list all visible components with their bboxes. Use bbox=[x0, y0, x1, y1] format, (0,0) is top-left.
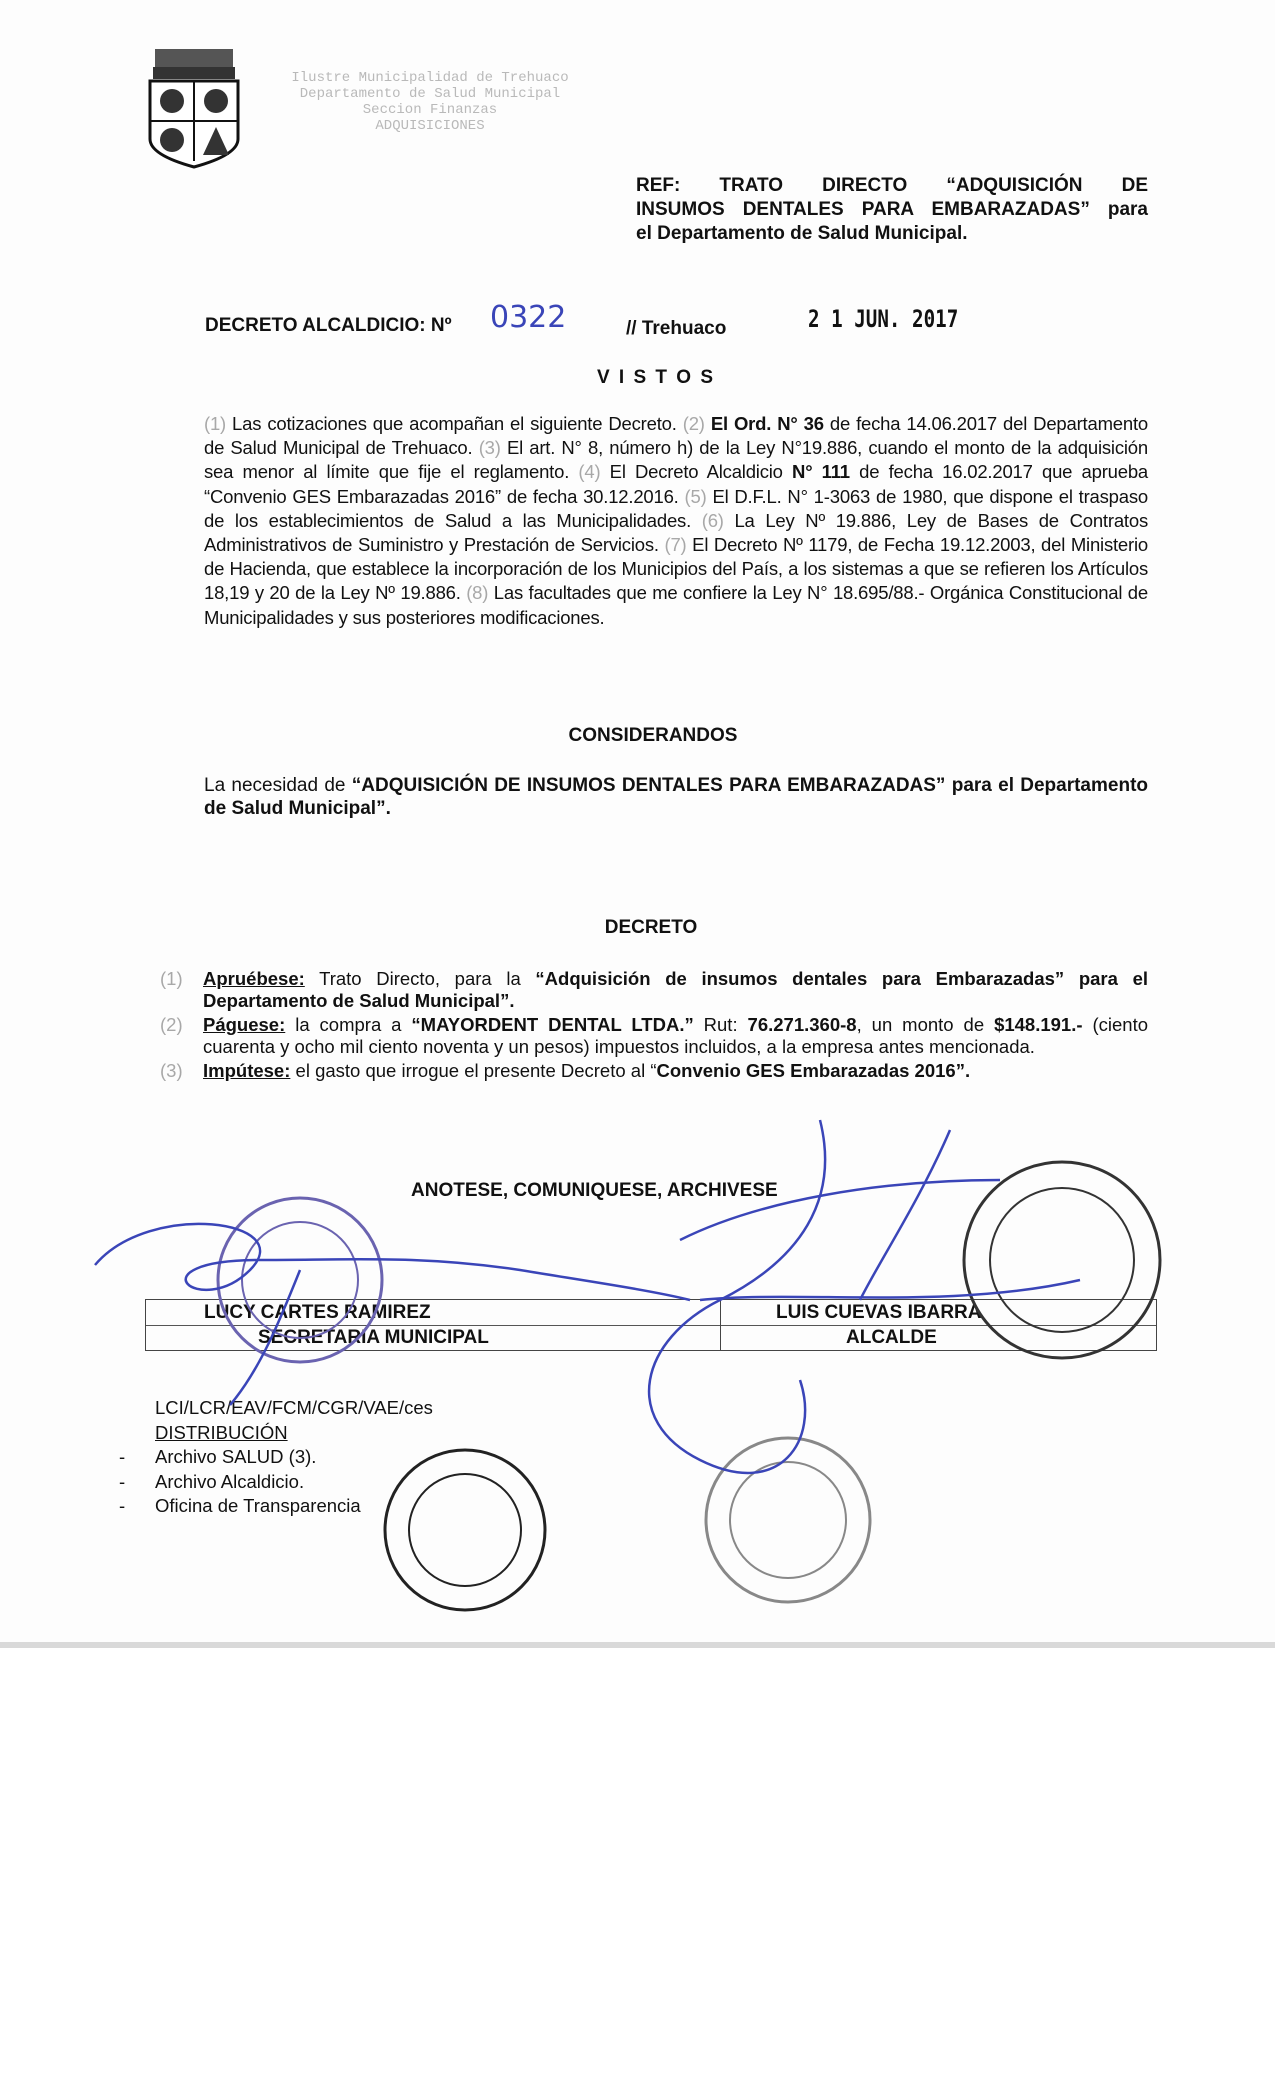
vistos-paragraph bbox=[204, 412, 1148, 630]
closing-formula: ANOTESE, COMUNIQUESE, ARCHIVESE bbox=[411, 1180, 778, 1201]
text: “ADQUISICIÓN DE INSUMOS DENTALES PARA EMBARAZADAS” para el Departamento de Salud Municipal”. bbox=[204, 775, 1149, 819]
text: la compra a bbox=[285, 1014, 412, 1035]
decree-item bbox=[160, 1060, 1148, 1082]
considerandos-heading: CONSIDERANDOS bbox=[568, 725, 738, 746]
ref-number: (6) bbox=[701, 509, 724, 531]
item-head: Páguese: bbox=[203, 1014, 286, 1035]
text: (ciento cuarenta y ocho mil ciento noventa y un pesos) impuestos incluidos, a la empresa antes mencionada. bbox=[203, 1014, 1148, 1057]
text: Las cotizaciones que acompañan el siguiente Decreto. bbox=[226, 413, 683, 434]
text: Trato Directo, para la bbox=[304, 968, 536, 989]
date-stamp: 2 1 JUN. 2017 bbox=[808, 305, 959, 333]
item-number: (3) bbox=[160, 1060, 183, 1081]
text: “MAYORDENT DENTAL LTDA.” bbox=[411, 1014, 694, 1035]
letterhead-line: Ilustre Municipalidad de Trehuaco bbox=[291, 70, 569, 86]
distribution-item: - Archivo Alcaldicio. bbox=[155, 1470, 433, 1495]
distribution-block bbox=[155, 1396, 433, 1519]
vistos-heading: V I S T O S bbox=[596, 367, 716, 388]
text: Las facultades que me confiere la Ley N° 18.695/88.- Orgánica Constitucional de Municipalidades y sus posteriores modificaciones. bbox=[204, 582, 1148, 628]
mayor-name: LUIS CUEVAS IBARRA bbox=[776, 1302, 982, 1323]
text: “Adquisición de insumos dentales para Embarazadas” para el Departamento de Salud Municipal”. bbox=[203, 968, 1148, 1011]
text: El art. N° 8, número h) de la Ley N°19.886, cuando el monto de la adquisición sea menor al límite que fije el reglamento. bbox=[204, 437, 1148, 483]
control-stamp bbox=[706, 1438, 870, 1602]
ref-number: (2) bbox=[682, 413, 705, 434]
secretary-name: LUCY CARTES RAMIREZ bbox=[204, 1302, 431, 1323]
decree-number-handwritten: 0322 bbox=[490, 300, 567, 335]
text: , un monto de bbox=[856, 1014, 995, 1035]
item-number: (1) bbox=[160, 968, 183, 989]
text: Convenio GES Embarazadas 2016”. bbox=[656, 1060, 971, 1081]
item-head: Apruébese: bbox=[203, 968, 305, 989]
text: N° 111 bbox=[792, 461, 850, 483]
text: de fecha 14.06.2017 del Departamento de Salud Municipal de Trehuaco. bbox=[204, 413, 1148, 459]
text: Rut: bbox=[693, 1014, 748, 1035]
ref-line: REF: TRATO DIRECTO “ADQUISICIÓN DE bbox=[636, 175, 1148, 196]
ref-number: (5) bbox=[684, 485, 707, 507]
decree-city: // Trehuaco bbox=[626, 318, 727, 339]
ref-number: (4) bbox=[578, 461, 601, 483]
decree-item bbox=[160, 968, 1148, 1012]
ref-number: (1) bbox=[204, 413, 227, 434]
text: 76.271.360-8 bbox=[747, 1014, 857, 1035]
text: La necesidad de bbox=[204, 775, 352, 796]
text: El D.F.L. N° 1-3063 de 1980, que dispone el traspaso de los establecimientos de Salud a las Municipalidades. bbox=[204, 485, 1148, 531]
initials: LCI/LCR/EAV/FCM/CGR/VAE/ces bbox=[155, 1397, 433, 1418]
distribution-item: - Oficina de Transparencia bbox=[155, 1494, 433, 1519]
ref-number: (8) bbox=[466, 582, 489, 604]
municipal-crest-logo bbox=[147, 47, 242, 169]
decreto-heading: DECRETO bbox=[604, 917, 698, 938]
decree-label: DECRETO ALCALDICIO: Nº bbox=[205, 315, 452, 336]
secretary-role: SECRETARIA MUNICIPAL bbox=[258, 1327, 489, 1348]
text: El Decreto Nº 1179, de Fecha 19.12.2003, del Ministerio de Hacienda, que establece la incorporación de los Municipios del País, a los sistemas a que se refieren los Artículos 18,19 y 20 de la Ley Nº 19.886. bbox=[204, 534, 1148, 604]
signature-table bbox=[145, 1299, 1157, 1351]
ref-number: (7) bbox=[664, 534, 687, 556]
ref-line: el Departamento de Salud Municipal. bbox=[636, 223, 968, 244]
letterhead-line: Seccion Finanzas bbox=[362, 102, 498, 118]
letterhead-line: ADQUISICIONES bbox=[375, 118, 485, 134]
letterhead-line: Departamento de Salud Municipal bbox=[299, 86, 561, 102]
decree-items bbox=[160, 968, 1148, 1084]
text: El Ord. N° 36 bbox=[710, 413, 824, 434]
reference-block bbox=[636, 174, 1148, 246]
distribution-item: - Archivo SALUD (3). bbox=[155, 1445, 433, 1470]
distribution-title: DISTRIBUCIÓN bbox=[155, 1421, 288, 1443]
letterhead bbox=[250, 70, 610, 134]
text: el gasto que irrogue el presente Decreto al “ bbox=[290, 1060, 657, 1081]
mayor-role: ALCALDE bbox=[846, 1327, 937, 1348]
text: de fecha 16.02.2017 que aprueba “Convenio GES Embarazadas 2016” de fecha 30.12.2016. bbox=[204, 461, 1149, 507]
text: $148.191.- bbox=[994, 1014, 1083, 1035]
text: El Decreto Alcaldicio bbox=[600, 461, 793, 483]
text: La Ley Nº 19.886, Ley de Bases de Contratos Administrativos de Suministro y Prestación de Servicios. bbox=[204, 509, 1148, 556]
item-head: Impútese: bbox=[203, 1060, 291, 1081]
considerandos-paragraph bbox=[204, 774, 1148, 820]
decree-item bbox=[160, 1014, 1148, 1058]
ref-line: INSUMOS DENTALES PARA EMBARAZADAS” para bbox=[636, 199, 1148, 220]
ref-number: (3) bbox=[478, 437, 501, 459]
item-number: (2) bbox=[160, 1014, 183, 1035]
